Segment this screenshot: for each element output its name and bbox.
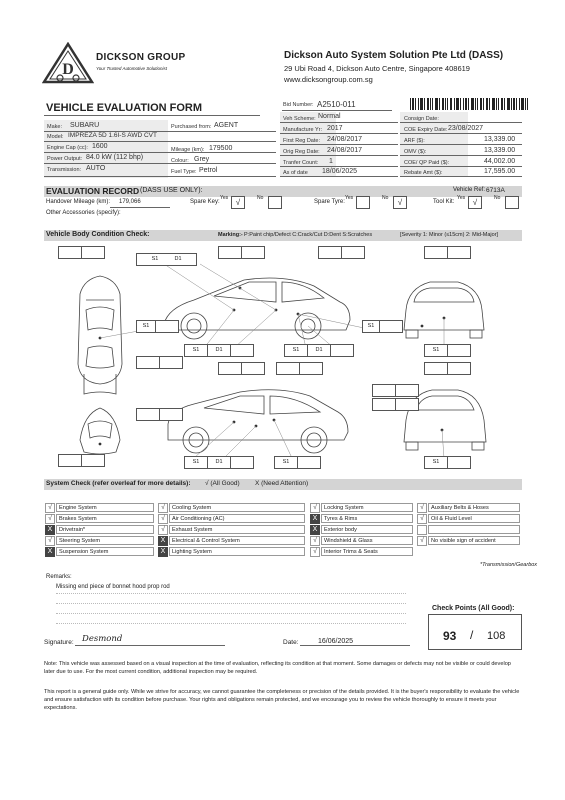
accessories-label: Other Accessories (specify):: [46, 210, 121, 216]
mark-blank-22: [395, 384, 419, 397]
side-view-right-outline: [164, 278, 350, 330]
car-diagram: [44, 244, 524, 474]
remarks-label: Remarks:: [46, 574, 72, 580]
mark-mid-s1: S1: [362, 320, 380, 333]
spare-key-no: No: [257, 195, 264, 201]
make-value: SUBARU: [70, 122, 100, 129]
signature-name: Desmond: [82, 634, 123, 644]
system-check-mark[interactable]: √: [417, 514, 427, 524]
brand-name: DICKSON GROUP: [96, 52, 186, 63]
body-check-title: Vehicle Body Condition Check:: [46, 231, 150, 238]
tool-kit-label: Tool Kit:: [433, 199, 455, 205]
system-check-label: Brakes System: [56, 514, 154, 523]
spare-tyre-no: No: [382, 195, 389, 201]
date-value: 16/06/2025: [318, 638, 354, 645]
mark-bottom2-blank: [297, 456, 321, 469]
arf-label: ARF ($):: [404, 138, 425, 144]
remark-line: Missing end piece of bonnet hood prop rod: [56, 584, 406, 594]
mark-blank-14: [299, 362, 323, 375]
rear-top-outline: [80, 408, 120, 454]
spare-tyre-label: Spare Tyre:: [314, 199, 345, 205]
tool-kit-no-box[interactable]: [505, 196, 519, 209]
spare-key-yes-box[interactable]: √: [231, 196, 245, 209]
system-check-label: [428, 525, 520, 534]
mark-side2-s1: S1: [284, 344, 308, 357]
vehicle-ref-label: Vehicle Ref:: [453, 187, 486, 193]
mark-blank-21: [372, 384, 396, 397]
consign-label: Consign Date:: [404, 116, 439, 122]
spare-tyre-yes: Yes: [345, 195, 354, 201]
transmission-label: Transmission:: [47, 167, 82, 173]
mark-blank-11: [218, 362, 242, 375]
coe-qp-label: COE/ QP Paid ($):: [404, 160, 450, 166]
system-check-label: Air Conditioning (AC): [169, 514, 305, 523]
system-check-mark[interactable]: √: [310, 503, 320, 513]
mark-side1-d1: D1: [207, 344, 231, 357]
form-title: VEHICLE EVALUATION FORM: [46, 102, 203, 114]
system-footnote: *Transmission/Gearbox: [480, 562, 538, 568]
mark-side1-s1: S1: [184, 344, 208, 357]
tool-kit-yes: Yes: [457, 195, 466, 201]
note-1: Note: This vehicle was assessed based on a visual inspection at the time of evaluation, reflecting its condition at that moment. Some damages or defects may not be visible or could develop later due to use. For the most current condition, additional inspection may be required.: [44, 661, 511, 675]
model-label: Model:: [47, 134, 64, 140]
mark-side1-blank: [230, 344, 254, 357]
system-check-label: Drivetrain*: [56, 525, 154, 534]
barcode: [410, 97, 528, 109]
manufacture-value: 2017: [327, 125, 343, 132]
spare-key-yes: Yes: [220, 195, 229, 201]
omv-value: 13,339.00: [484, 147, 516, 154]
evaluation-record-subtitle: (DASS USE ONLY):: [140, 187, 203, 194]
mark-blank-24: [81, 454, 105, 467]
system-check-title: System Check (refer overleaf for more details):: [46, 480, 191, 487]
purchased-label: Purchased from:: [171, 124, 212, 130]
spare-tyre-no-box[interactable]: √: [393, 196, 407, 209]
system-check-mark[interactable]: √: [310, 536, 320, 546]
mark-front-blank: [447, 344, 471, 357]
arf-value: 13,339.00: [484, 136, 516, 143]
system-check-label: Locking System: [321, 503, 413, 512]
checkpoints-total: 108: [487, 630, 506, 642]
mark-blank-5: [318, 246, 342, 259]
mark-blank-3: [218, 246, 242, 259]
system-check-label: Interior Trims & Seats: [321, 547, 413, 556]
system-check-mark[interactable]: √: [158, 503, 168, 513]
transmission-value: AUTO: [86, 165, 106, 172]
system-check-label: Auxiliary Belts & Hoses: [428, 503, 520, 512]
system-check-label: No visible sign of accident: [428, 536, 520, 545]
mark-blank-4: [241, 246, 265, 259]
bid-number-label: Bid Number:: [283, 102, 314, 108]
scheme-value: Normal: [318, 113, 341, 120]
barcode-icon: [410, 98, 528, 110]
system-check-mark[interactable]: √: [158, 514, 168, 524]
tool-kit-yes-box[interactable]: √: [468, 196, 482, 209]
company-logo: [42, 42, 94, 84]
system-check-mark[interactable]: √: [45, 514, 55, 524]
system-check-label: Cooling System: [169, 503, 305, 512]
mark-blank-7: [424, 246, 448, 259]
mark-top-d1: D1: [160, 253, 197, 266]
mark-blank-1: [58, 246, 82, 259]
model-value: IMPREZA 5D 1.6I-S AWD CVT: [68, 132, 157, 139]
rebate-label: Rebate Amt ($):: [404, 170, 443, 176]
system-check-mark[interactable]: X: [310, 514, 320, 524]
mark-blank-15: [424, 362, 448, 375]
handover-label: Handover Mileage (km):: [46, 199, 111, 205]
mark-top-s1: S1: [136, 253, 174, 266]
omv-label: OMV ($):: [404, 149, 427, 155]
system-check-mark[interactable]: √: [417, 503, 427, 513]
system-check-label: Suspension System: [56, 547, 154, 556]
remark-line: [56, 614, 406, 624]
system-check-mark[interactable]: X: [310, 525, 320, 535]
mark-blank-18: [159, 408, 183, 421]
system-check-mark[interactable]: X: [158, 536, 168, 546]
evaluation-record-title: EVALUATION RECORD: [46, 186, 140, 196]
marking-legend: P:Paint chip/Defect C:Crack/Cut D:Dent S:Scratches: [244, 232, 373, 238]
mark-bottom-s1: S1: [184, 456, 208, 469]
transfer-label: Tranfer Count:: [283, 160, 319, 166]
mark-blank-16: [447, 362, 471, 375]
mileage-value: 179500: [209, 145, 233, 152]
mark-blank-2: [81, 246, 105, 259]
engine-label: Engine Cap (cc):: [47, 145, 88, 151]
mark-side2-d1: D1: [307, 344, 331, 357]
colour-label: Colour:: [171, 158, 189, 164]
mark-blank-20: [395, 398, 419, 411]
fuel-value: Petrol: [199, 167, 218, 174]
system-check-mark[interactable]: X: [45, 525, 55, 535]
note-2: This report is a general guide only. While we strive for accuracy, we cannot guarantee the completeness or precision of the details provided. It is the buyer's responsibility to evaluate the vehicle and ensure satisfaction with its condition before purchase. Your rights and obligations remain protected, and we encourage you to review the vehicle thoroughly to ensure it meets your expectations.: [44, 689, 520, 711]
make-label: Make:: [47, 124, 62, 130]
checkpoints-score: 93: [443, 629, 457, 643]
side-view-left-outline: [168, 390, 348, 440]
power-label: Power Output:: [47, 156, 83, 162]
checkpoints-label: Check Points (All Good):: [432, 605, 515, 612]
scheme-label: Veh Scheme:: [283, 116, 316, 122]
system-check-mark[interactable]: √: [45, 503, 55, 513]
system-check-label: Electrical & Control System: [169, 536, 305, 545]
mark-bottom2-s1: S1: [274, 456, 298, 469]
system-legend-bad: X (Need Attention): [255, 480, 309, 487]
system-check-label: Tyres & Rims: [321, 514, 413, 523]
asof-label: As of date: [283, 170, 308, 176]
brand-tagline: Your Trusted Automotive Solutionist: [96, 66, 168, 71]
mark-rear-s1: S1: [424, 456, 448, 469]
mark-blank-13: [276, 362, 300, 375]
remark-line: [56, 604, 406, 614]
asof-value: 18/06/2025: [322, 168, 358, 175]
svg-text:D: D: [62, 61, 74, 78]
power-value: 84.0 kW (112 bhp): [86, 154, 144, 161]
system-check-label: Lighting System: [169, 547, 305, 556]
mileage-label: Mileage (km):: [171, 147, 205, 153]
vehicle-ref: 6713A: [486, 187, 505, 194]
system-check-mark[interactable]: √: [310, 547, 320, 557]
mark-side2-blank: [330, 344, 354, 357]
coe-qp-value: 44,002.00: [484, 158, 516, 165]
logo-triangle-icon: [42, 42, 94, 84]
mark-blank-9: [136, 356, 160, 369]
system-check-label: Steering System: [56, 536, 154, 545]
first-reg-value: 24/08/2017: [327, 136, 363, 143]
spare-key-no-box[interactable]: [268, 196, 282, 209]
mark-front-s1: S1: [424, 344, 448, 357]
mark-bottom-blank: [230, 456, 254, 469]
first-reg-label: First Reg Date:: [283, 138, 320, 144]
purchased-value: AGENT: [214, 122, 239, 129]
system-check-mark[interactable]: [417, 525, 427, 535]
orig-reg-value: 24/08/2017: [327, 147, 363, 154]
spare-key-label: Spare Key:: [190, 199, 220, 205]
mark-blank-8: [447, 246, 471, 259]
company-full-name: Dickson Auto System Solution Pte Ltd (DASS): [284, 50, 504, 61]
system-check-mark[interactable]: √: [158, 525, 168, 535]
mark-left-blank: [155, 320, 179, 333]
marking-label: Marking:-: [218, 232, 243, 238]
system-check-mark[interactable]: X: [158, 547, 168, 557]
system-check-label: Exterior body: [321, 525, 413, 534]
company-website: www.dicksongroup.com.sg: [284, 75, 373, 84]
engine-value: 1600: [92, 143, 108, 150]
system-check-mark[interactable]: √: [417, 536, 427, 546]
company-address: 29 Ubi Road 4, Dickson Auto Centre, Singapore 408619: [284, 64, 470, 73]
handover-value: 179,066: [119, 199, 141, 205]
mark-rear-blank: [447, 456, 471, 469]
mark-bottom-d1: D1: [207, 456, 231, 469]
system-check-label: Engine System: [56, 503, 154, 512]
mark-left-s1: S1: [136, 320, 156, 333]
rebate-value: 17,595.00: [484, 168, 516, 175]
mark-blank-6: [341, 246, 365, 259]
fuel-label: Fuel Type:: [171, 169, 197, 175]
orig-reg-label: Orig Reg Date:: [283, 149, 320, 155]
system-check-label: Windshield & Glass: [321, 536, 413, 545]
severity-legend: [Severity 1: Minor (≤15cm) 2: Mid-Major]: [400, 232, 499, 238]
coe-expiry-value: 23/08/2027: [448, 125, 484, 132]
mark-blank-10: [159, 356, 183, 369]
signature-label: Signature:: [44, 639, 74, 646]
mark-blank-17: [136, 408, 160, 421]
mark-mid-blank: [379, 320, 403, 333]
system-legend-good: √ (All Good): [205, 480, 240, 487]
system-check-label: Oil & Fluid Level: [428, 514, 520, 523]
bid-number: A2510-011: [317, 100, 356, 109]
colour-value: Grey: [194, 156, 210, 163]
spare-tyre-yes-box[interactable]: [356, 196, 370, 209]
remark-line: [56, 594, 406, 604]
tool-kit-no: No: [494, 195, 501, 201]
system-check-mark[interactable]: X: [45, 547, 55, 557]
mark-blank-19: [372, 398, 396, 411]
transfer-value: 1: [329, 158, 333, 165]
system-check-label: Exhaust System: [169, 525, 305, 534]
system-check-mark[interactable]: √: [45, 536, 55, 546]
date-label: Date:: [283, 639, 299, 646]
mark-blank-12: [241, 362, 265, 375]
mark-blank-23: [58, 454, 82, 467]
coe-expiry-label: COE Expiry Date:: [404, 127, 448, 133]
checkpoints-slash: /: [470, 628, 474, 642]
manufacture-label: Manufacture Yr:: [283, 127, 323, 133]
